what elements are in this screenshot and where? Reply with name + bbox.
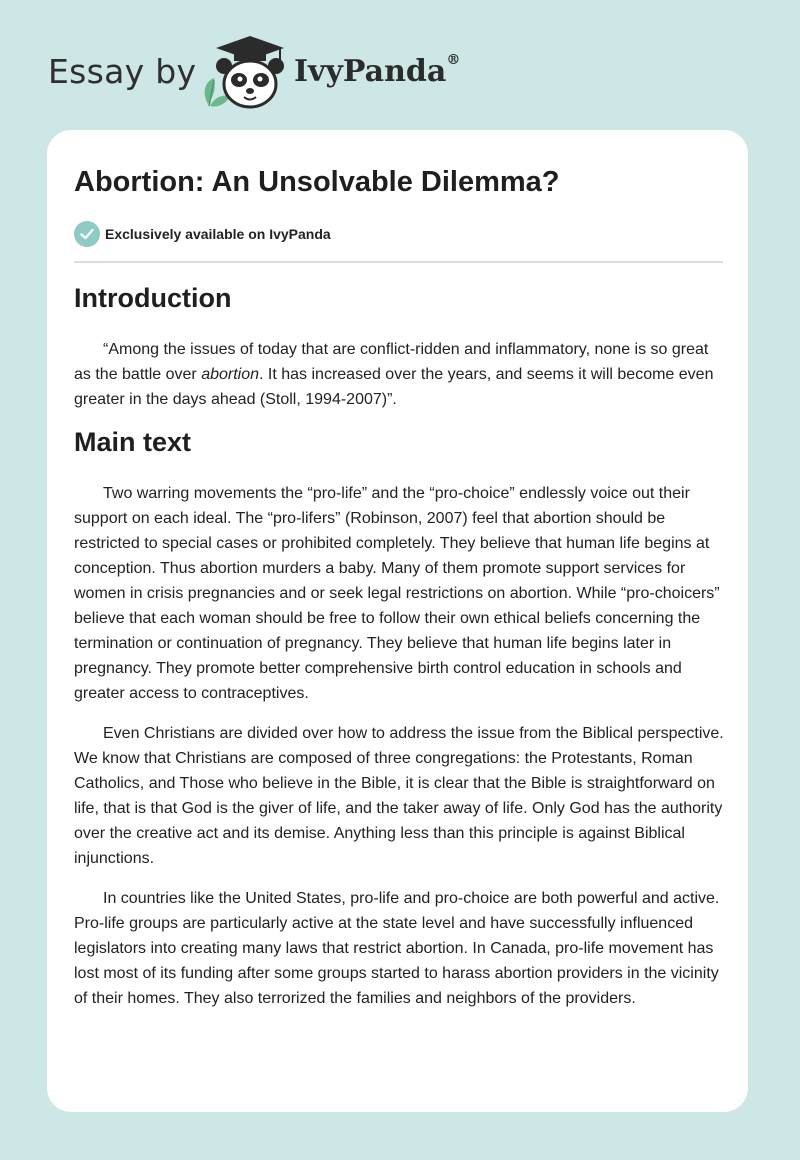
essay-by-label: Essay by [48, 52, 197, 91]
brand-name[interactable] [294, 54, 460, 89]
brand-label: IvyPanda [294, 54, 447, 89]
intro-text-after: . It has increased over the years, and seems it will become even greater in the days ahead (Stoll, 1994-2007)”. [74, 366, 714, 408]
main-paragraph-3: In countries like the United States, pro-life and pro-choice are both powerful and active. Pro-life groups are particularly active at the state level and have successfully influenced legislators into creating many laws that restrict abortion. In Canada, pro-life movement has lost most of its funding after some groups started to harass abortion providers in the vicinity of their homes. They also terrorized the families and neighbors of the providers. [74, 890, 720, 1007]
article-card [47, 130, 748, 1112]
article-title: Abortion: An Unsolvable Dilemma? [74, 166, 560, 198]
title-divider [74, 261, 723, 263]
section-heading-introduction: Introduction [74, 283, 232, 313]
panda-logo-icon[interactable] [200, 34, 292, 110]
exclusive-badge-text: Exclusively available on IvyPanda [105, 226, 331, 242]
section-heading-main-text: Main text [74, 427, 192, 457]
registered-mark: ® [446, 52, 461, 68]
exclusive-badge [74, 221, 331, 247]
checkmark-icon [74, 221, 100, 247]
intro-paragraph [74, 337, 726, 412]
main-paragraph-1: Two warring movements the “pro-life” and the “pro-choice” endlessly voice out their support on each ideal. The “pro-lifers” (Robinson, 2007) feel that abortion should be restricted to special cases or prohibited completely. They believe that human life begins at conception. Thus abortion murders a baby. Many of them promote support services for women in crisis pregnancies and or seek legal restrictions on abortion. While “pro-choicers” believe that each woman should be free to follow their own ethical beliefs concerning the termination or continuation of pregnancy. They believe that human life begins later in pregnancy. They promote better comprehensive birth control education in schools and greater access to contraceptives. [74, 485, 720, 702]
intro-emphasis: abortion [201, 366, 260, 383]
main-paragraph-2: Even Christians are divided over how to address the issue from the Biblical perspective. We know that Christians are composed of three congregations: the Protestants, Roman Catholics, and Those who believe in the Bible, it is clear that the Bible is straightforward on life, that is that God is the giver of life, and the taker away of life. Only God has the authority over the creative act and its demise. Anything less than this principle is against Biblical injunctions. [74, 725, 724, 867]
article-body [74, 280, 726, 1026]
site-header [48, 34, 568, 110]
intro-text-before: “Among the issues of today that are conflict-ridden and inflammatory, none is so great as the battle over [74, 341, 709, 383]
